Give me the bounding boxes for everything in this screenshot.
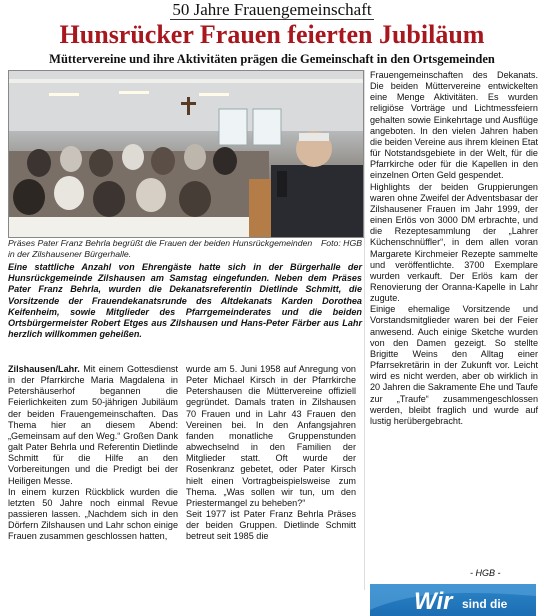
ad-subline: sind die [462,597,508,611]
advertisement-banner[interactable] [370,584,536,616]
subheadline: Müttervereine und ihre Aktivitäten prägen die Gemeinschaft in den Ortsgemeinden [49,52,495,66]
lead-paragraph: Eine stattliche Anzahl von Ehrengäste hatte sich in der Bürgerhalle der Hunsrückgemeinde Zilshausen am Samstag eingefunden. Neben dem Präses Pater Franz Behrla, wurden die Dekanatsreferentin Dietlinde Schmitt, die Vorsitzende der Frauendekanatsrunde des Altdekanats Karden Dorothea Keifenheim, sowie Mitglieder des Pfarrgemeinderates und die beiden Ortsbürgermeister Robert Etges aus Zilshausen und Hans-Peter Färber aus Lahr herzlich willkommen geheißen. [8,262,362,340]
kicker-text: 50 Jahre Frauengemeinschaft [172,0,372,19]
article-photo [8,70,364,238]
body-column-1-text: Mit einem Gottesdienst in der Pfarrkirche Maria Magdalena in Petershäuserhof begannen die Feierlichkeiten zum 50-jährigen Jubiläum der beiden Frauengemeinschaften. Das Thema hier an diesem Abend: „Gemeinsam auf den Weg.“ Großen Dank galt Pater Behrla und Referentin Dietlinde Schmitt für die Hilfe an den Vorbereitungen und die Predigt bei der Heiligen Messe. In einem kurzen Rückblick wurden die letzten 50 Jahre noch einmal Revue passieren lassen. „Nachdem sich in den Dörfern Zilshausen und Lahr schon einige Frauen zusammen geschlossen hatten, [8,364,178,542]
author-signoff: - HGB - [470,568,501,578]
ad-headline: Wir [414,588,453,615]
caption-text: Präses Pater Franz Behrla begrüßt die Frauen der beiden Hunsrückgemeinden in der Zilshausener Bürgerhalle. [8,238,313,259]
dateline: Zilshausen/Lahr. [8,364,80,374]
photo-illustration [9,71,363,237]
kicker-line [0,0,544,19]
body-column-3: Frauengemeinschaften des Dekanats. Die beiden Müttervereine entwickelten eine Menge Aktivitäten. Es wurden religiöse Vorträge und Lichtmessfeiern gehalten sowie Einkehrtage und Ausflüge angeboten. In den vielen Jahren haben die beiden Vereine aus ihrem kleinen Etat für Notstandsgebiete in der Welt, für die Pfarrkirche oder für die Kapellen in den einzelnen Orten Geld gespendet. Highlights der beiden Gruppierungen waren ohne Zweifel der Adventsbasar der Zilshausener Frauen im Jahr 1999, der einen Erlös von 3000 DM erbrachte, und die Rezeptesammlung der „Lahrer Küchenschnüffler“, in dem allen voran Margarete Kirchmeier Rezepte sammelte und veröffentlichte. 3700 Exemplare wurden verkauft. Der Erlös kam der Renovierung der Oranna-Kapelle in Lahr zugute. Einige ehemalige Vorsitzende und Vorstandsmitglieder waren bei der Feier anwesend. Auch einige Sketche wurden von den Damen gezeigt. So stellte Brigitte Weins den Alltag einer Pfarrsekretärin in der Zukunft vor. Leicht wird es nicht werden, aber ob wirklich in 20 Jahren die Sakramente Ehe und Taufe zur „Traufe“ zusammengeschlossen werden, bleibt fraglich und wurde auf lustig herübergebracht. [370,70,538,426]
column-divider [364,70,365,590]
photo-credit: Foto: HGB [320,238,362,248]
headline: Hunsrücker Frauen feierten Jubiläum [59,20,485,49]
body-column-1 [8,364,178,543]
body-column-2: wurde am 5. Juni 1958 auf Anregung von Peter Michael Kirsch in der Pfarrkirche Petershausen die Müttervereine offiziell gegründet. Damals traten in Zilshausen 70 Frauen und in Lahr 43 Frauen den Vereinen bei. In den Anfangsjahren fanden monatliche Gruppenstunden abwechselnd in den Familien der Mitglieder statt. Oft wurde der Rosenkranz gebetet, oder Pater Kirsch hielt einen Vortragbeispielsweise zum Thema. „Was sollen wir tun, um den Priestermangel zu beheben?“ Seit 1977 ist Pater Franz Behrla Präses der beiden Gruppen. Dietlinde Schmitt betreut seit 1985 die [186,364,356,542]
ad-swoosh-graphic [370,584,536,616]
photo-caption [8,238,362,260]
